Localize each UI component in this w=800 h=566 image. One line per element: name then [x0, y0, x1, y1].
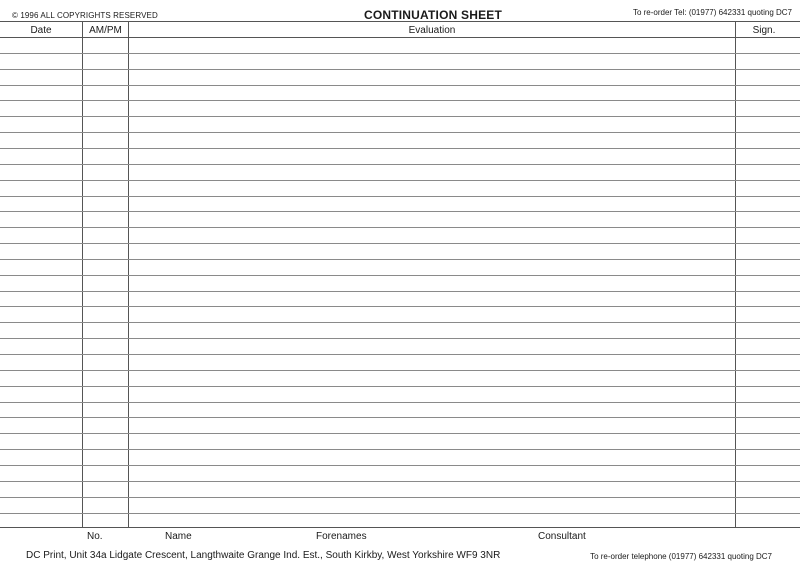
row-rule: [0, 513, 800, 514]
printer-address: DC Print, Unit 34a Lidgate Crescent, Langthwaite Grange Ind. Est., South Kirkby, West Yorkshire WF9 3NR: [26, 550, 501, 561]
row-rule: [0, 417, 800, 418]
column-header-ampm: AM/PM: [89, 25, 122, 36]
column-header-evaluation: Evaluation: [408, 25, 456, 36]
row-rule: [0, 338, 800, 339]
row-rule: [0, 69, 800, 70]
row-rule: [0, 116, 800, 117]
column-header-sign: Sign.: [752, 25, 776, 36]
footer-label-no: No.: [87, 531, 103, 542]
header-rule: [0, 37, 800, 38]
row-rule: [0, 259, 800, 260]
evaluation-grid: [0, 21, 800, 528]
row-rule: [0, 211, 800, 212]
row-rule: [0, 164, 800, 165]
row-rule: [0, 85, 800, 86]
row-rule: [0, 100, 800, 101]
row-rule: [0, 306, 800, 307]
row-rule: [0, 497, 800, 498]
row-rule: [0, 386, 800, 387]
row-rule: [0, 275, 800, 276]
row-rule: [0, 354, 800, 355]
row-rule: [0, 402, 800, 403]
row-rule: [0, 196, 800, 197]
row-rule: [0, 148, 800, 149]
reorder-notice: To re-order Tel: (01977) 642331 quoting DC7: [632, 8, 792, 17]
row-rule: [0, 481, 800, 482]
row-rule: [0, 322, 800, 323]
page-title: CONTINUATION SHEET: [363, 8, 503, 22]
row-rule: [0, 53, 800, 54]
column-header-date: Date: [30, 25, 52, 36]
row-rule: [0, 227, 800, 228]
row-rule: [0, 433, 800, 434]
row-rule: [0, 449, 800, 450]
row-rule: [0, 180, 800, 181]
row-rule: [0, 370, 800, 371]
row-rule: [0, 291, 800, 292]
footer-label-forenames: Forenames: [316, 531, 367, 542]
footer-label-name: Name: [165, 531, 192, 542]
row-rule: [0, 243, 800, 244]
row-rule: [0, 132, 800, 133]
footer-label-consultant: Consultant: [538, 531, 586, 542]
copyright-notice: © 1996 ALL COPYRIGHTS RESERVED: [12, 11, 158, 20]
printer-reorder: To re-order telephone (01977) 642331 quoting DC7: [590, 552, 772, 561]
row-rule: [0, 465, 800, 466]
